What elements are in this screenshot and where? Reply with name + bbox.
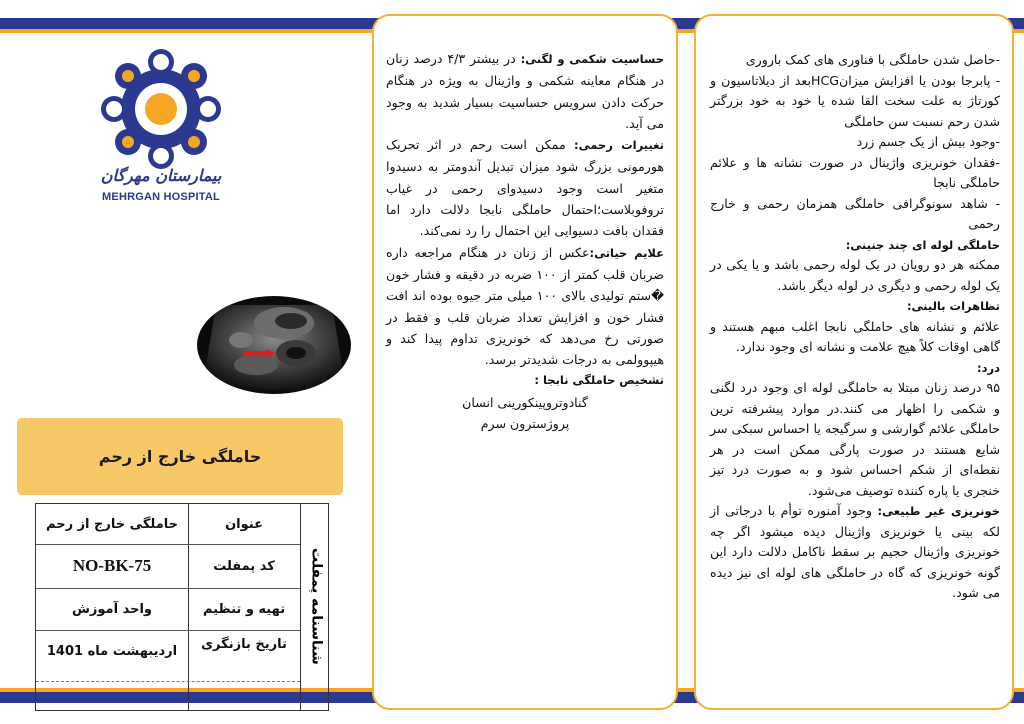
- uterine-changes-heading: تغییرات رحمی:: [573, 138, 664, 153]
- right-panel: [694, 14, 1014, 710]
- vital-signs-paragraph: علایم حیاتی:عکس از زنان در هنگام مراجعه داره ضربان قلب کمتر از ۱۰۰ ضربه در دقیقه و فشار خون �ستم تولیدی بالای ۱۰۰ میلی متر جیوه بوده اند افت فشار خون و افزایش تعداد ضربان قلب و فقط در صورتی رخ می‌دهد که خونریزی تداوم پیدا کند و هیپوولمی به درجات شدیدتر برسد.: [386, 244, 665, 368]
- id-table-heading: شناسنامه پمفلت: [308, 548, 325, 665]
- list-item: -فقدان خونریزی واژینال در صورت نشانه ها و علائم حاملگی نابجا: [710, 154, 1000, 190]
- id-title-label: عنوان: [225, 516, 263, 532]
- id-date-value: اردیبهشت ماه 1401: [46, 643, 178, 659]
- ultrasound-image: [196, 295, 352, 395]
- uterine-changes-paragraph: تغییرات رحمی: ممکن است رحم در اثر تحریک هورمونی بزرگ شود میزان تبدیل آندومتر به دسیدوا متغیر است وجود دسیدوای رحمی در غیاب تروفوبلاست؛احتمال حاملگی نابجا دلالت دارد اما فقدان بافت دسیوایی این احتمال را رد نمی‌کند.: [386, 137, 664, 239]
- pamphlet-id-table: [35, 503, 329, 711]
- hospital-name-fa: بیمارستان مهرگان: [100, 166, 222, 185]
- diagnosis-heading: تشخیص حاملگی نابجا :: [534, 373, 664, 388]
- abdominal-tenderness-paragraph: حساسیت شکمی و لگنی: در بیشتر ۴/۳ درصد زنان در هنگام معاینه شکمی و واژینال به ویژه در هنگام حرکت دادن سرویس حساسیت بسیار شدید به وجود می آید.: [386, 51, 664, 131]
- clinical-signs-heading: تظاهرات بالینی:: [906, 299, 1000, 313]
- id-author-value: واحد آموزش: [71, 601, 153, 617]
- multiple-tubal-body: ممکنه هر دو رویان در یک لوله رحمی باشد و یا یکی در یک لوله رحمی و دیگری در لوله دیگر باشد.: [710, 257, 1000, 293]
- multiple-tubal-heading: حاملگی لوله ای چند جنینی:: [845, 237, 1000, 252]
- id-code-value: NO-BK-75: [72, 556, 152, 575]
- id-title-value: حاملگی خارج از رحم: [46, 516, 178, 532]
- hospital-name-en: MEHRGAN HOSPITAL: [102, 191, 220, 203]
- hospital-logo-icon: [100, 48, 222, 170]
- clinical-signs-body: علائم و نشانه های حاملگی نابجا اغلب مبهم هستند و گاهی اوقات کلاً هیچ علامت و نشانه ای وجود ندارد.: [710, 318, 1000, 354]
- abnormal-bleeding-paragraph: خونریزی غیر طبیعی: وجود آمنوره توأم با درجاتی از لکه بینی یا خونریزی واژینال دیده میشود اگر چه خونریزی واژینال حجیم بر سقط ناکامل دلالت دارد این گونه خونریزی که گاه در حاملگی های لوله ای نیز دیده می شود.: [710, 503, 1001, 600]
- list-item: - پابرجا بودن یا افزایش میزانHCGبعد از دیلاتاسیون و کورتاژ به علت سخت القا شده یا خود به خود بزرگتر شدن رحم نسبت سن حاملگی: [710, 72, 1000, 129]
- pain-heading: درد:: [976, 360, 1000, 375]
- vital-signs-heading: علایم حیاتی:: [589, 245, 664, 260]
- cover-title: حاملگی خارج از رحم: [17, 418, 343, 495]
- abdominal-tenderness-heading: حساسیت شکمی و لگنی:: [520, 52, 664, 66]
- id-author-label: تهیه و تنظیم: [202, 601, 286, 617]
- pain-body: ۹۵ درصد زنان مبتلا به حاملگی لوله ای وجود درد لگنی و شکمی را اظهار می کنند.در موارد پیشرفته ترین حاملگی علائم گوارشی و سرگیجه یا احساس سبکی سر شایع هستند در صورت پارگی ممکن است در هر نقطه‌ای از شکم احساس شود و به صورت درد تیز خنجری یا پاره کننده توصیف می‌شود.: [710, 380, 1000, 498]
- list-item: -حاصل شدن حاملگی با فناوری های کمک باروری: [745, 52, 1000, 67]
- abnormal-bleeding-heading: خونریزی غیر طبیعی:: [877, 504, 1001, 518]
- id-date-label: تاریخ بازنگری: [201, 636, 287, 652]
- diagnosis-item: پروژسترون سرم: [480, 416, 570, 432]
- diagnosis-item: گنادوتروپینکورینی انسان: [462, 394, 588, 410]
- id-code-label: کد پمفلت: [213, 558, 275, 574]
- list-item: - شاهد سونوگرافی حاملگی همزمان رحمی و خارج رحمی: [710, 195, 1000, 231]
- list-item: -وجود بیش از یک جسم زرد: [856, 134, 1000, 149]
- middle-panel: [372, 14, 678, 710]
